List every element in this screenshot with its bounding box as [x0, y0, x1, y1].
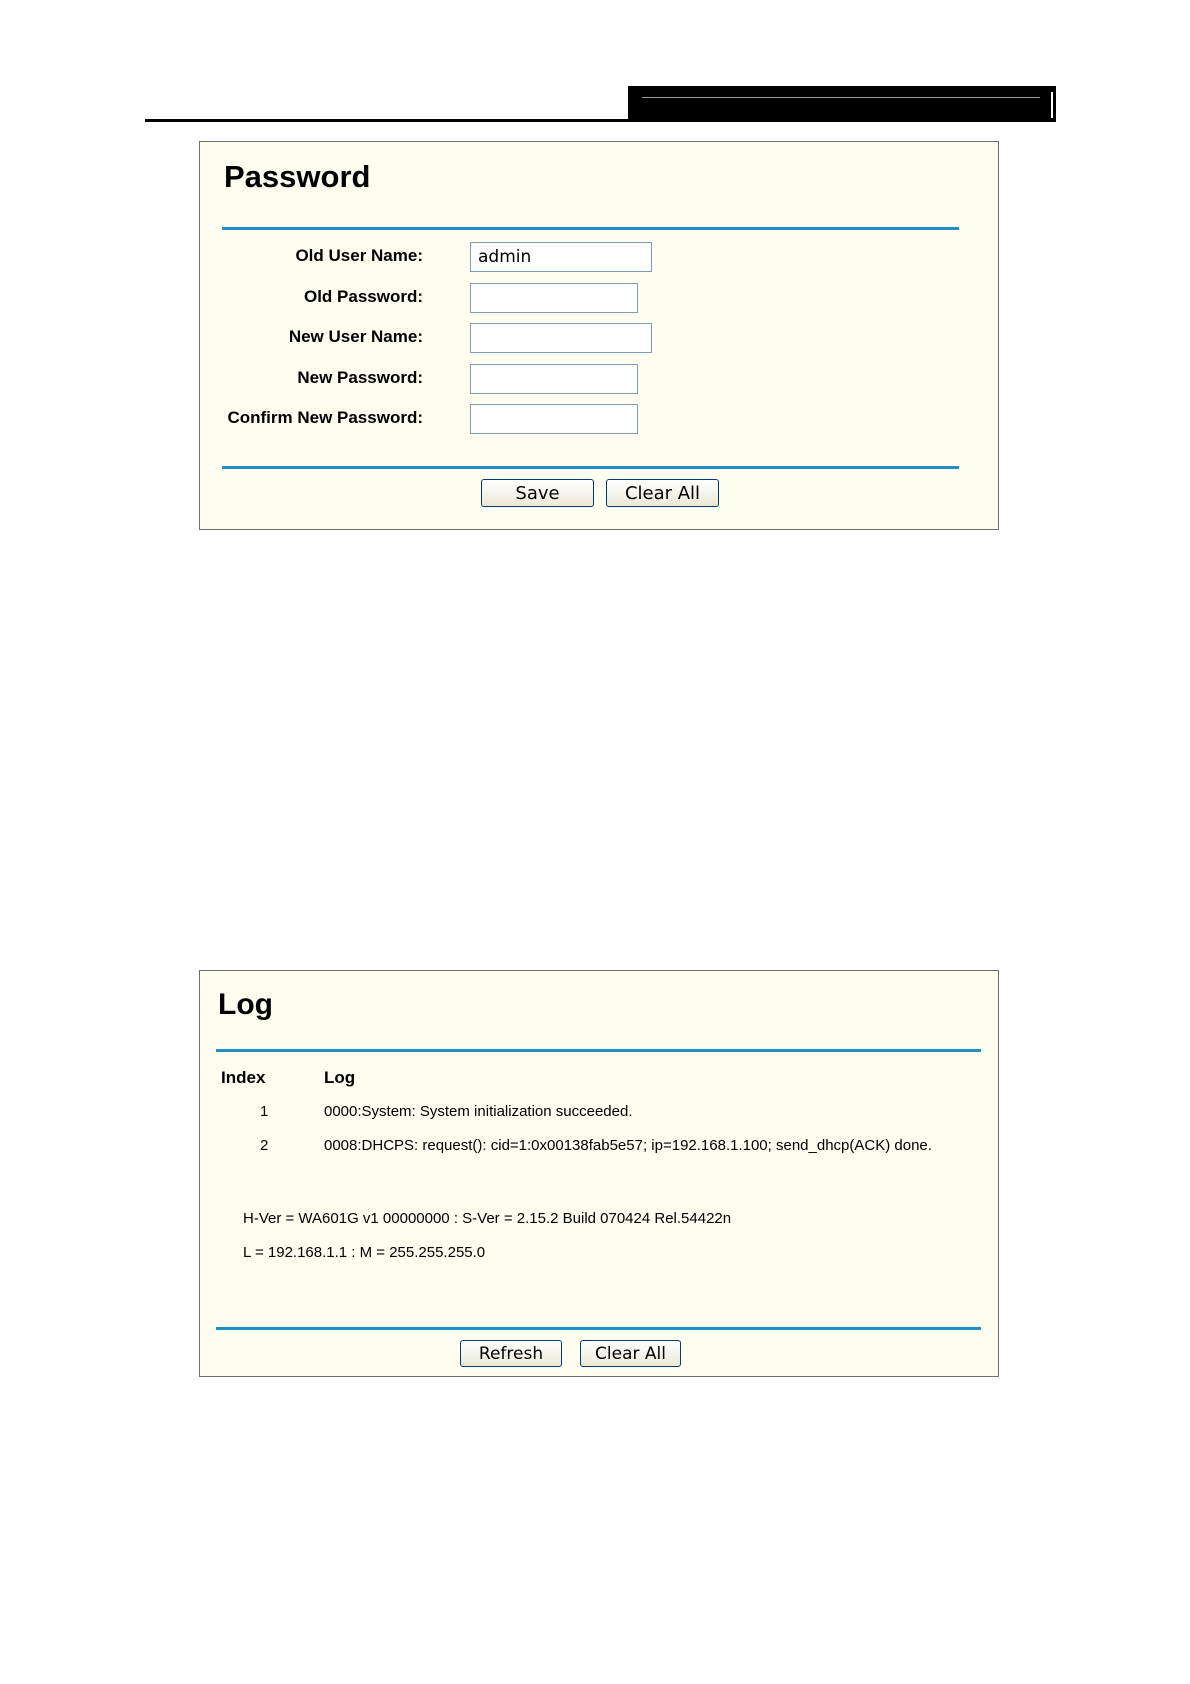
new-password-label: New Password:: [297, 368, 423, 387]
header-inner-line: [642, 97, 1040, 98]
password-bottom-divider: [222, 466, 959, 469]
log-title: Log: [218, 988, 273, 1021]
refresh-button[interactable]: Refresh: [460, 1340, 562, 1367]
hardware-software-version: H-Ver = WA601G v1 00000000 : S-Ver = 2.15.2 Build 070424 Rel.54422n: [243, 1210, 732, 1227]
header-inner-tick: [1051, 92, 1053, 118]
new-password-input[interactable]: [470, 364, 638, 394]
old-user-name-label: Old User Name:: [295, 246, 423, 265]
save-button[interactable]: Save: [481, 479, 594, 507]
log-index-header: Index: [221, 1068, 266, 1087]
confirm-new-password-label: Confirm New Password:: [227, 408, 423, 427]
log-row-2-message: 0008:DHCPS: request(): cid=1:0x00138fab5e57; ip=192.168.1.100; send_dhcp(ACK) done.: [324, 1137, 932, 1154]
log-row-1-message: 0000:System: System initialization succeeded.: [324, 1103, 633, 1120]
new-user-name-input[interactable]: [470, 323, 652, 353]
password-panel: [199, 141, 999, 530]
log-message-header: Log: [324, 1068, 356, 1087]
log-row-1-index: 1: [260, 1103, 269, 1120]
confirm-new-password-input[interactable]: [470, 404, 638, 434]
log-row-2-index: 2: [260, 1137, 269, 1154]
old-password-label: Old Password:: [303, 287, 423, 306]
page-header-rule: [145, 119, 1055, 122]
password-label-column: [200, 142, 423, 531]
log-bottom-divider: [216, 1327, 981, 1330]
old-user-name-input[interactable]: [470, 242, 652, 272]
log-clear-all-button[interactable]: Clear All: [580, 1340, 681, 1367]
new-user-name-label: New User Name:: [288, 327, 423, 346]
log-top-divider: [216, 1049, 981, 1052]
log-panel: [199, 970, 999, 1377]
password-clear-all-button[interactable]: Clear All: [606, 479, 719, 507]
old-password-input[interactable]: [470, 283, 638, 313]
password-title: Password: [224, 159, 371, 194]
page-header-block: [628, 86, 1056, 122]
lan-ip-mask-info: L = 192.168.1.1 : M = 255.255.255.0: [243, 1244, 486, 1261]
